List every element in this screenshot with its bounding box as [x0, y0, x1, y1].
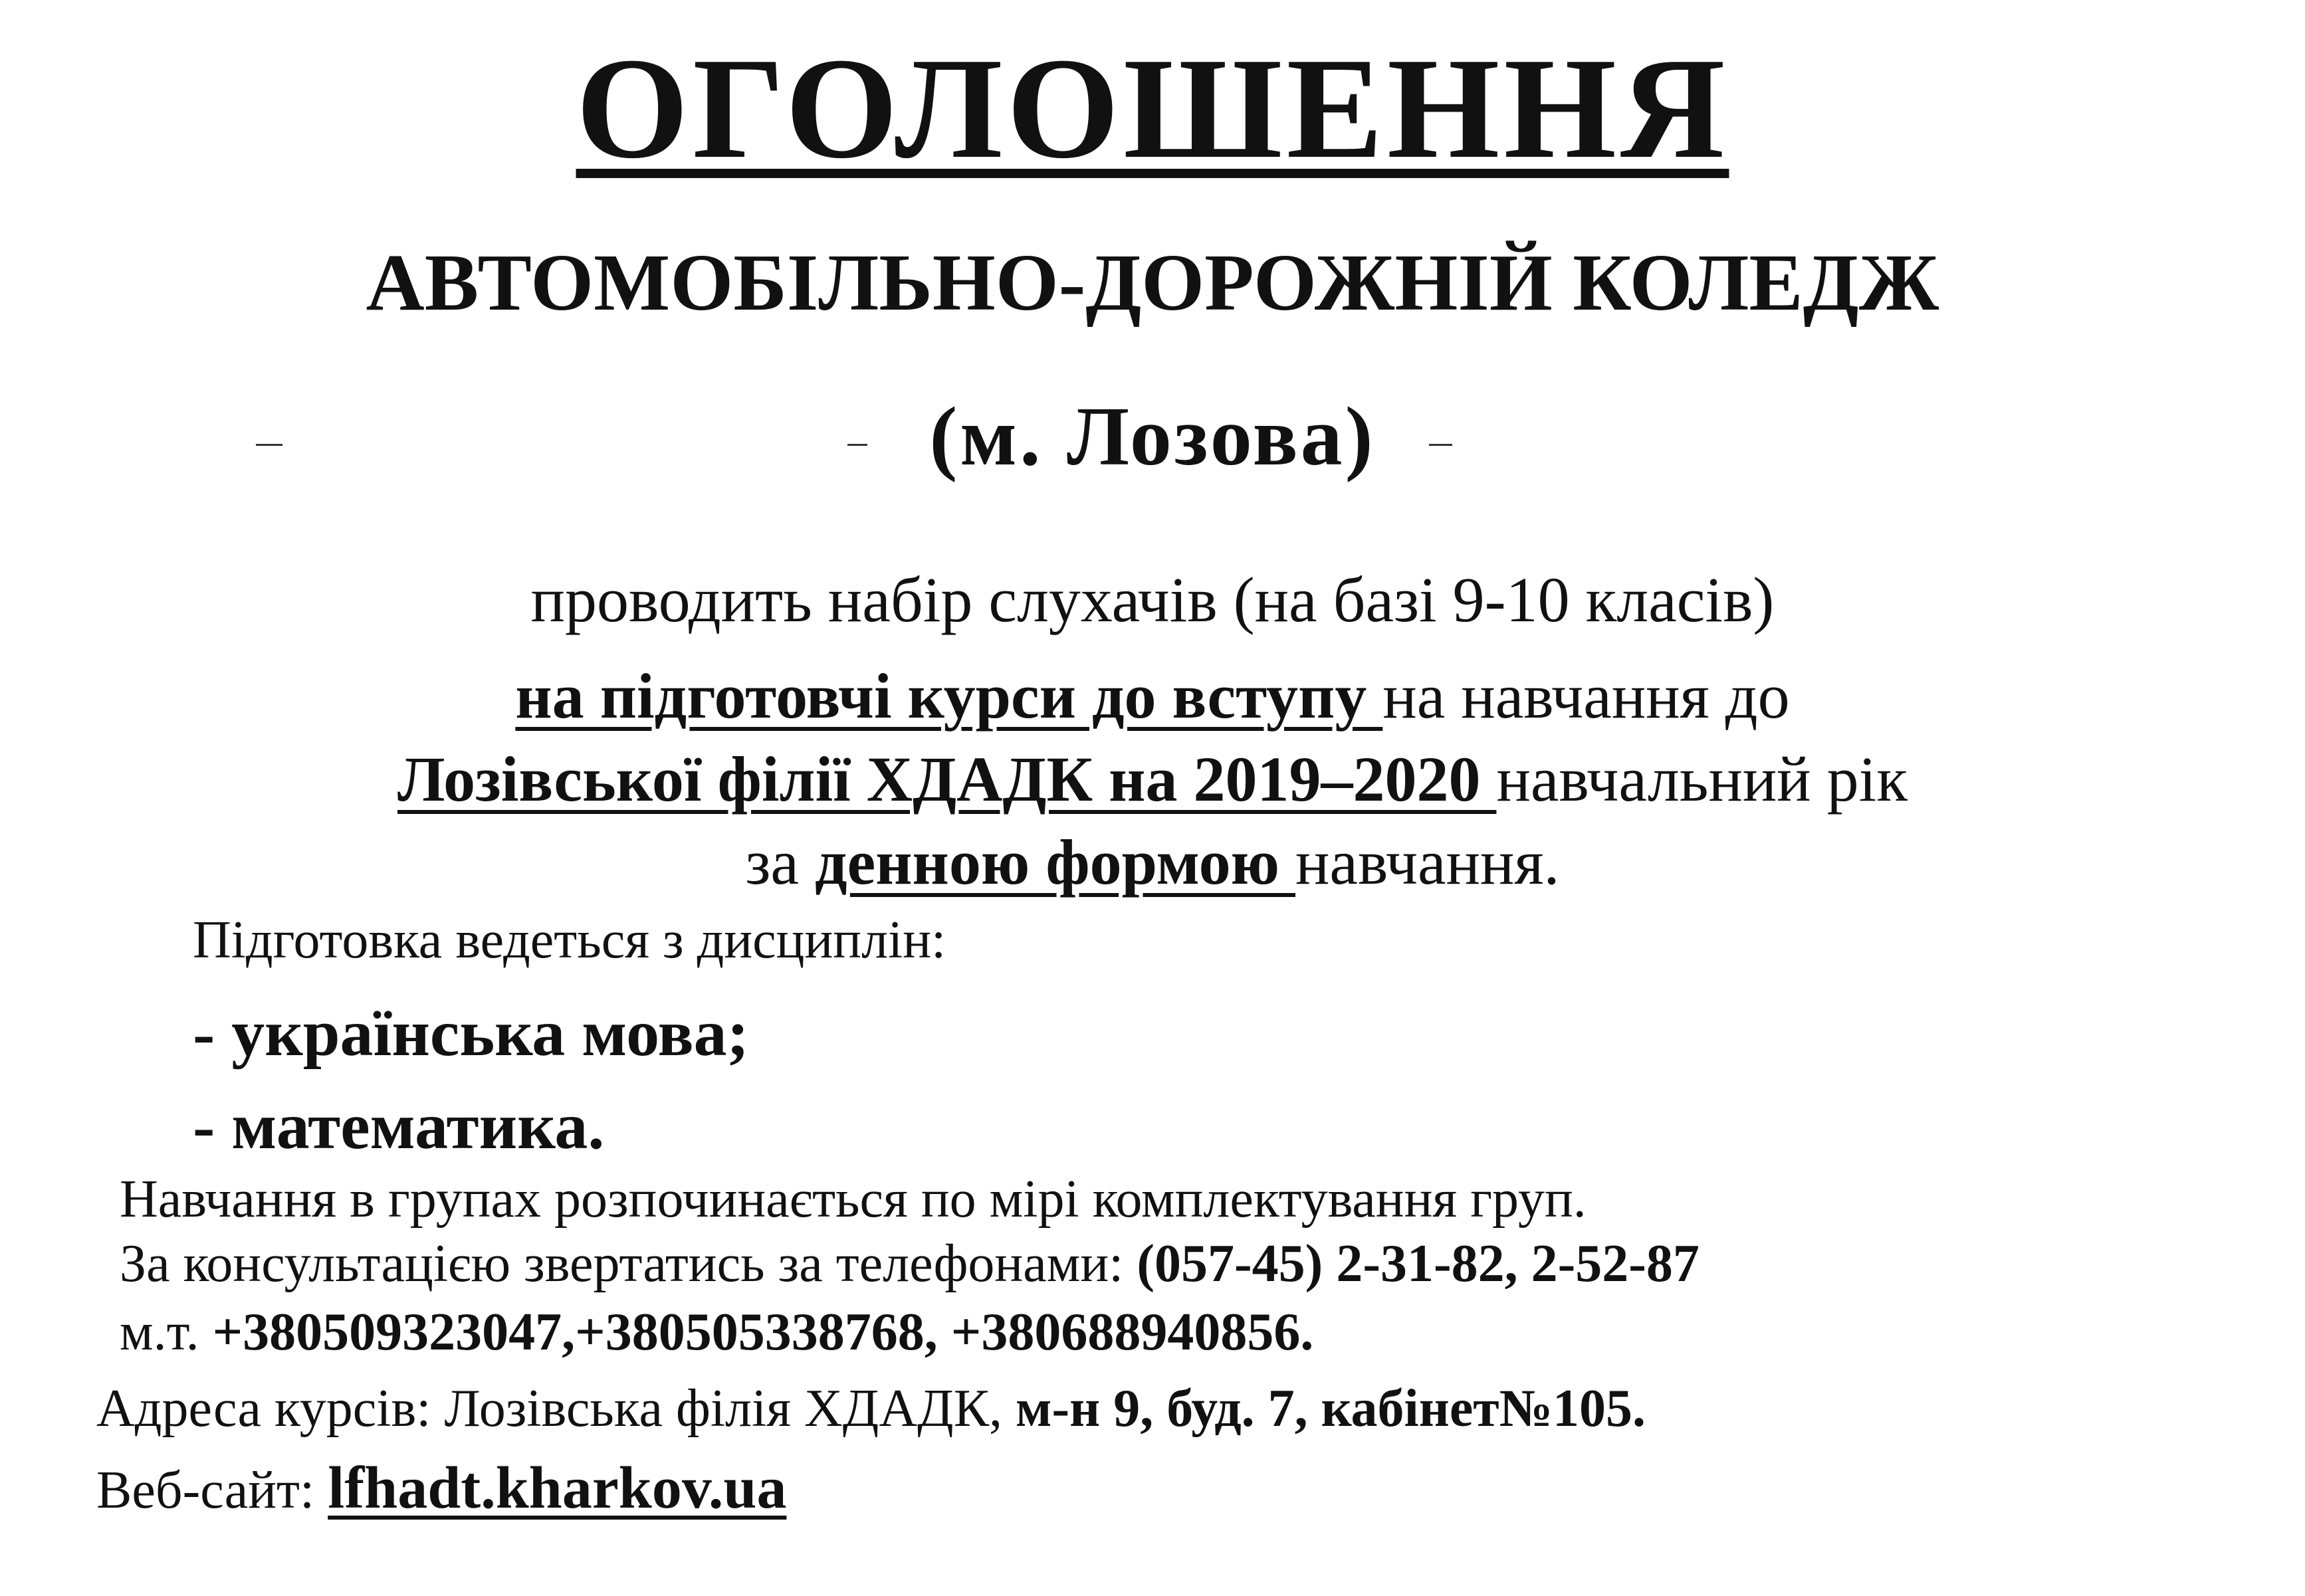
- website-line: [96, 1455, 787, 1521]
- address-label: Адреса курсів: Лозівська філія ХДАДК,: [96, 1379, 1016, 1438]
- mobile-label: м.т.: [120, 1303, 213, 1361]
- address-line: [96, 1379, 1646, 1438]
- courses-emphasis: на підготовчі курси до вступу: [515, 660, 1383, 732]
- form-emphasis: денною формою: [815, 827, 1296, 898]
- branch-emphasis: Лозівської філії ХДАДК на 2019–2020: [397, 744, 1497, 815]
- form-line: [0, 827, 2305, 898]
- website-label: Веб-сайт:: [96, 1461, 328, 1520]
- branch-rest: навчальний рік: [1496, 744, 1908, 815]
- branch-line: [0, 744, 2305, 815]
- consult-phones: (057-45) 2-31-82, 2-52-87: [1137, 1235, 1700, 1293]
- address-location: м-н 9, буд. 7, кабінет№105.: [1016, 1379, 1646, 1438]
- preparation-label: Підготовка ведеться з дисциплін:: [193, 911, 946, 969]
- recruit-line: проводить набір слухачів (на базі 9-10 класів): [530, 564, 1775, 635]
- college-name: АВТОМОБІЛЬНО-ДОРОЖНІЙ КОЛЕДЖ: [366, 238, 1939, 328]
- courses-line: [0, 660, 2305, 732]
- groups-text: Навчання в групах розпочинається по мірі комплектування груп.: [120, 1170, 1587, 1229]
- form-rest: навчання.: [1295, 827, 1560, 898]
- courses-rest: на навчання до: [1382, 660, 1790, 732]
- announcement-title: ОГОЛОШЕННЯ: [576, 29, 1729, 189]
- website-link[interactable]: lfhadt.kharkov.ua: [328, 1455, 787, 1521]
- form-before: за: [745, 827, 816, 898]
- discipline-item: - математика.: [193, 1089, 605, 1163]
- city-name: (м. Лозова): [929, 391, 1376, 483]
- consult-line: [120, 1235, 1700, 1293]
- mobile-phones: +380509323047,+380505338768, +380688940856.: [212, 1303, 1314, 1361]
- discipline-item: - українська мова;: [193, 996, 749, 1070]
- mobile-line: [120, 1303, 1314, 1361]
- consult-label: За консультацією звертатись за телефонами:: [120, 1235, 1137, 1293]
- city-right-dash: [1429, 444, 1452, 446]
